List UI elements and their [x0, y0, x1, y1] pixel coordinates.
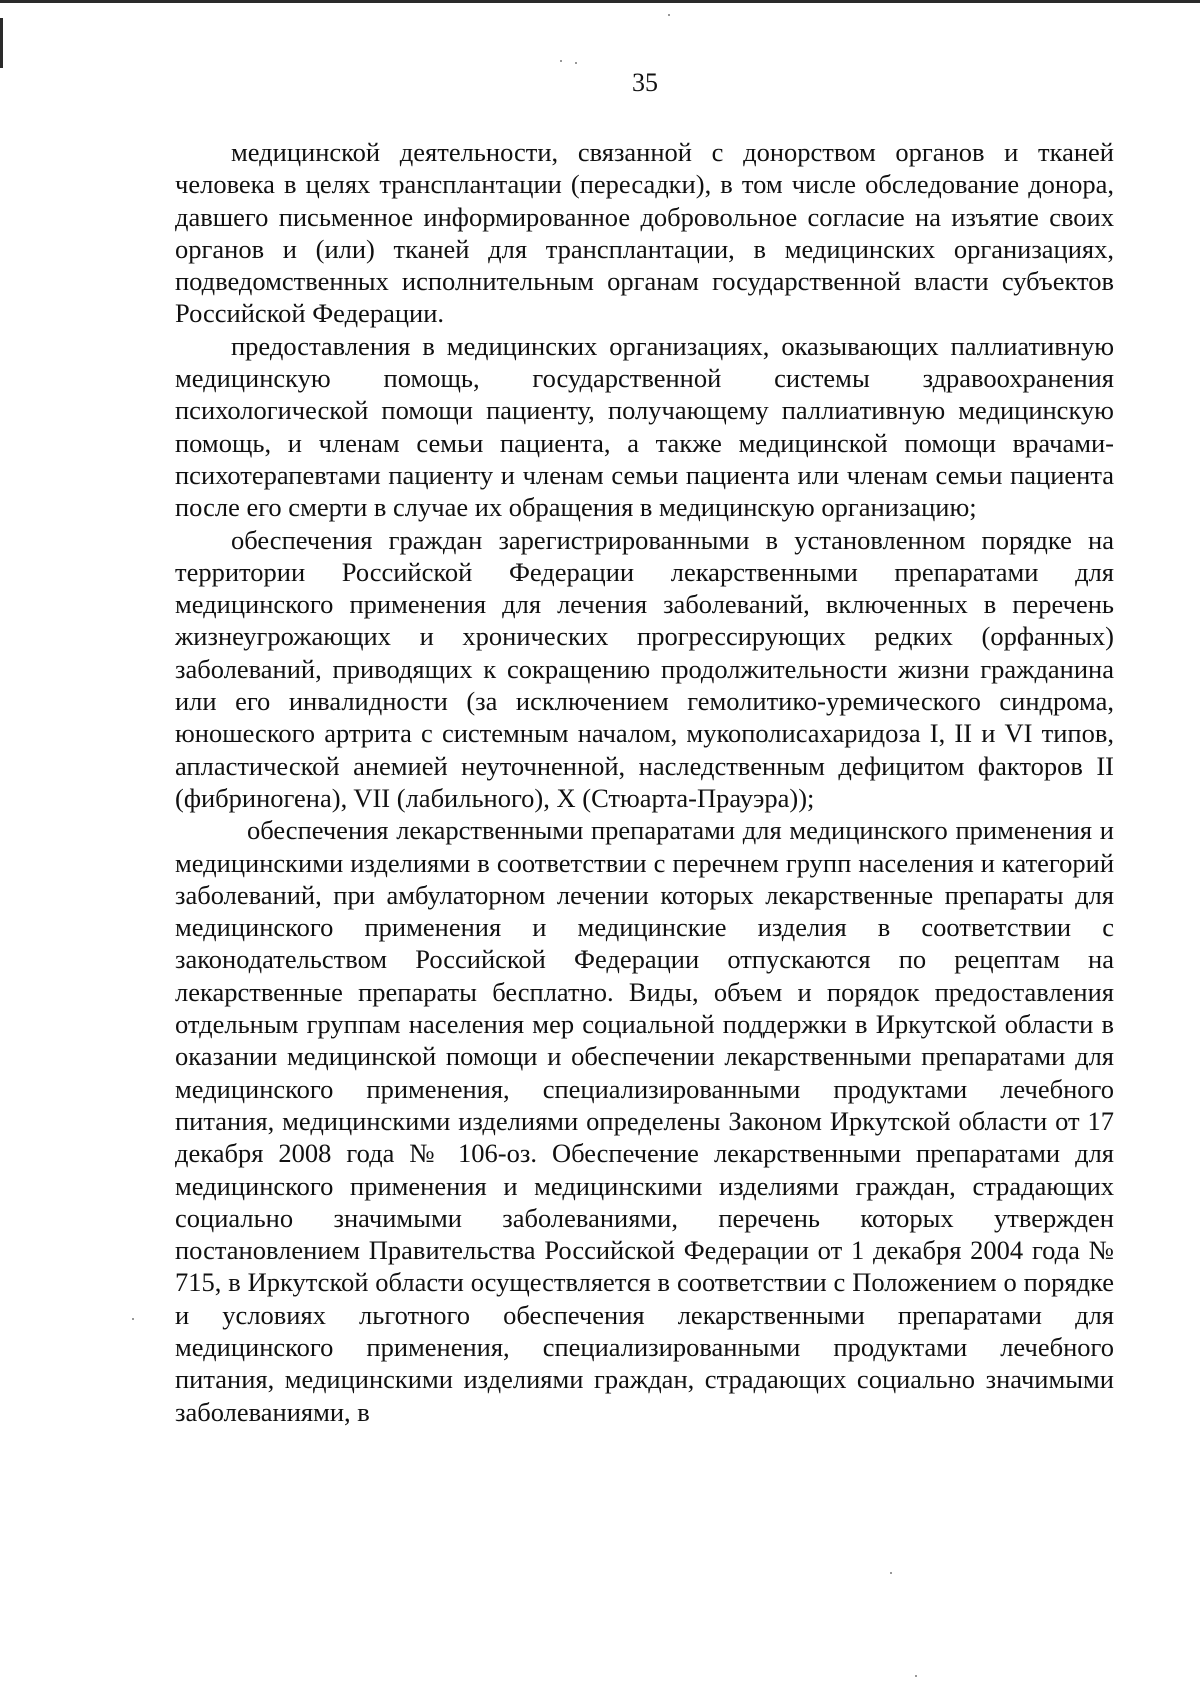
paragraph-drug-provision: обеспечения лекарственными препаратами для медицинского применения и медицинскими изделиями в соответствии с перечнем групп населения и категорий заболеваний, при амбулаторном лечении которых лекарственные препараты для медицинского применения и медицинские изделия в соответствии с законодательством Российской Федерации отпускаются по рецептам на лекарственные препараты бесплатно. Виды, объем и порядок предоставления отдельным группам населения мер социальной поддержки в Иркутской области в оказании медицинской помощи и обеспечении лекарственными препаратами для медицинского применения, специализированными продуктами лечебного питания, медицинскими изделиями определены Законом Иркутской области от 17 декабря 2008 года № 106-оз. Обеспечение лекарственными препаратами для медицинского применения и медицинскими изделиями граждан, страдающих социально значимыми заболеваниями, перечень которых утвержден постановлением Правительства Российской Федерации от 1 декабря 2004 года № 715, в Иркутской области осуществляется в соответствии с Положением о порядке и условиях льготного обеспечения лекарственными препаратами для медицинского применения, специализированными продуктами лечебного питания, медицинскими изделиями граждан, страдающих социально значимыми заболеваниями, в [175, 815, 1114, 1427]
scan-speck [132, 1318, 134, 1320]
paragraph-orphan-diseases: обеспечения граждан зарегистрированными в установленном порядке на территории Российской Федерации лекарственными препаратами для медицинского применения для лечения заболеваний, включенных в перечень жизнеугрожающих и хронических прогрессирующих редких (орфанных) заболеваний, приводящих к сокращению продолжительности жизни гражданина или его инвалидности (за исключением гемолитико-уремического синдрома, юношеского артрита с системным началом, мукополисахаридоза I, II и VI типов, апластической анемией неуточненной, наследственным дефицитом факторов II (фибриногена), VII (лабильного), X (Стюарта-Прауэра)); [175, 524, 1114, 813]
scan-speck [560, 60, 562, 62]
scan-speck [915, 1675, 917, 1677]
document-body [175, 136, 1114, 1428]
scan-speck [668, 14, 670, 16]
page-number: 35 [632, 68, 658, 97]
paragraph-palliative-care: предоставления в медицинских организациях, оказывающих паллиативную медицинскую помощь, государственной системы здравоохранения психологической помощи пациенту, получающему паллиативную медицинскую помощь, и членам семьи пациента, а также медицинской помощи врачами-психотерапевтами пациенту и членам семьи пациента или членам семьи пациента после его смерти в случае их обращения в медицинскую организацию; [175, 330, 1114, 523]
scan-speck [575, 62, 577, 64]
paragraph-donation: медицинской деятельности, связанной с донорством органов и тканей человека в целях трансплантации (пересадки), в том числе обследование донора, давшего письменное информированное добровольное согласие на изъятие своих органов и (или) тканей для трансплантации, в медицинских организациях, подведомственных исполнительным органам государственной власти субъектов Российской Федерации. [175, 137, 1114, 329]
scan-border-top [0, 0, 1200, 3]
scan-border-left [0, 18, 3, 68]
scan-speck [890, 1572, 892, 1574]
